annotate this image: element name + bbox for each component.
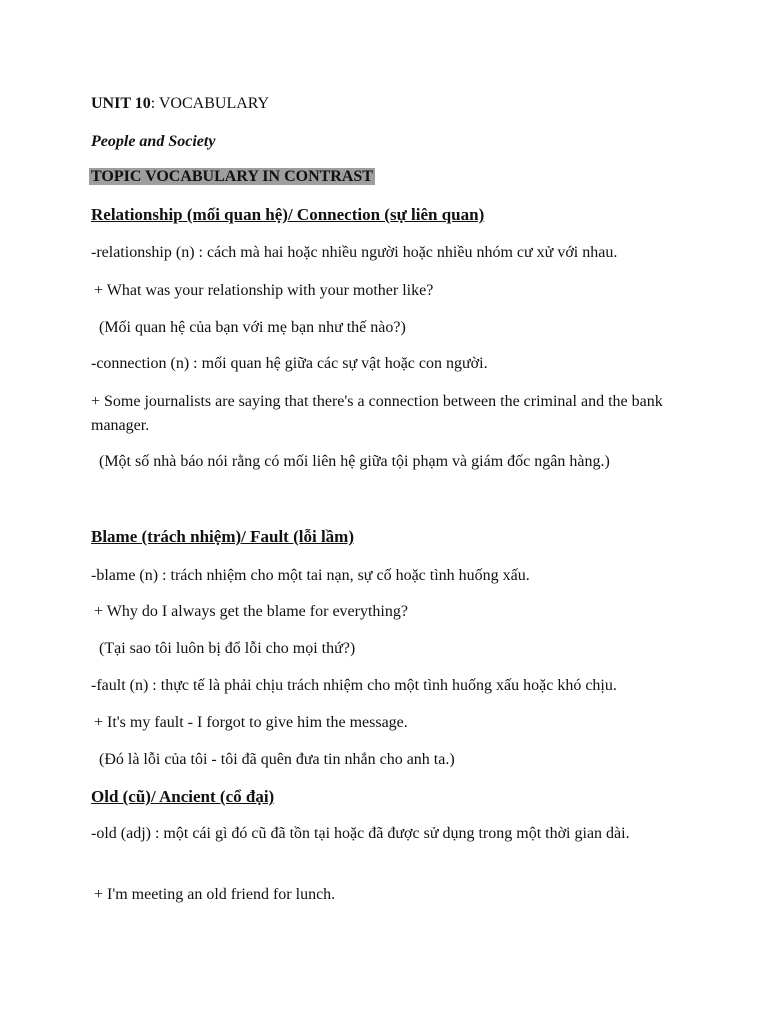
definition-relationship: -relationship (n) : cách mà hai hoặc nhiều người hoặc nhiều nhóm cư xử với nhau. [91,244,618,261]
example-fault: + It's my fault - I forgot to give him the message. [94,714,408,731]
example-relationship: + What was your relationship with your mother like? [94,282,434,299]
section-heading-blame: Blame (trách nhiệm)/ Fault (lỗi lầm) [91,527,354,546]
definition-fault: -fault (n) : thực tế là phải chịu trách nhiệm cho một tình huống xấu hoặc khó chịu. [91,677,617,694]
unit-title [91,94,269,114]
translation-blame: (Tại sao tôi luôn bị đổ lỗi cho mọi thứ?) [99,640,356,657]
example-old: + I'm meeting an old friend for lunch. [94,886,336,903]
definition-old: -old (adj) : một cái gì đó cũ đã tồn tại hoặc đã được sử dụng trong một thời gian dài. [91,825,630,842]
translation-relationship: (Mối quan hệ của bạn với mẹ bạn như thế nào?) [99,319,406,336]
definition-blame: -blame (n) : trách nhiệm cho một tai nạn, sự cố hoặc tình huống xấu. [91,567,530,584]
translation-fault: (Đó là lỗi của tôi - tôi đã quên đưa tin nhắn cho anh ta.) [99,751,455,768]
section-heading-relationship: Relationship (mối quan hệ)/ Connection (sự liên quan) [91,205,485,224]
topic-banner [89,167,375,187]
unit-title-rest: : VOCABULARY [150,95,270,112]
example-connection: + Some journalists are saying that there's a connection between the criminal and the bank manager. [91,393,663,434]
topic-banner-text: TOPIC VOCABULARY IN CONTRAST [91,168,373,185]
example-blame: + Why do I always get the blame for everything? [94,603,408,620]
unit-number: UNIT 10 [91,95,151,112]
definition-connection: -connection (n) : mối quan hệ giữa các sự vật hoặc con người. [91,355,488,372]
subtitle: People and Society [91,133,216,150]
translation-connection: (Một số nhà báo nói rằng có mối liên hệ giữa tội phạm và giám đốc ngân hàng.) [99,453,610,470]
section-heading-old: Old (cũ)/ Ancient (cổ đại) [91,787,275,806]
